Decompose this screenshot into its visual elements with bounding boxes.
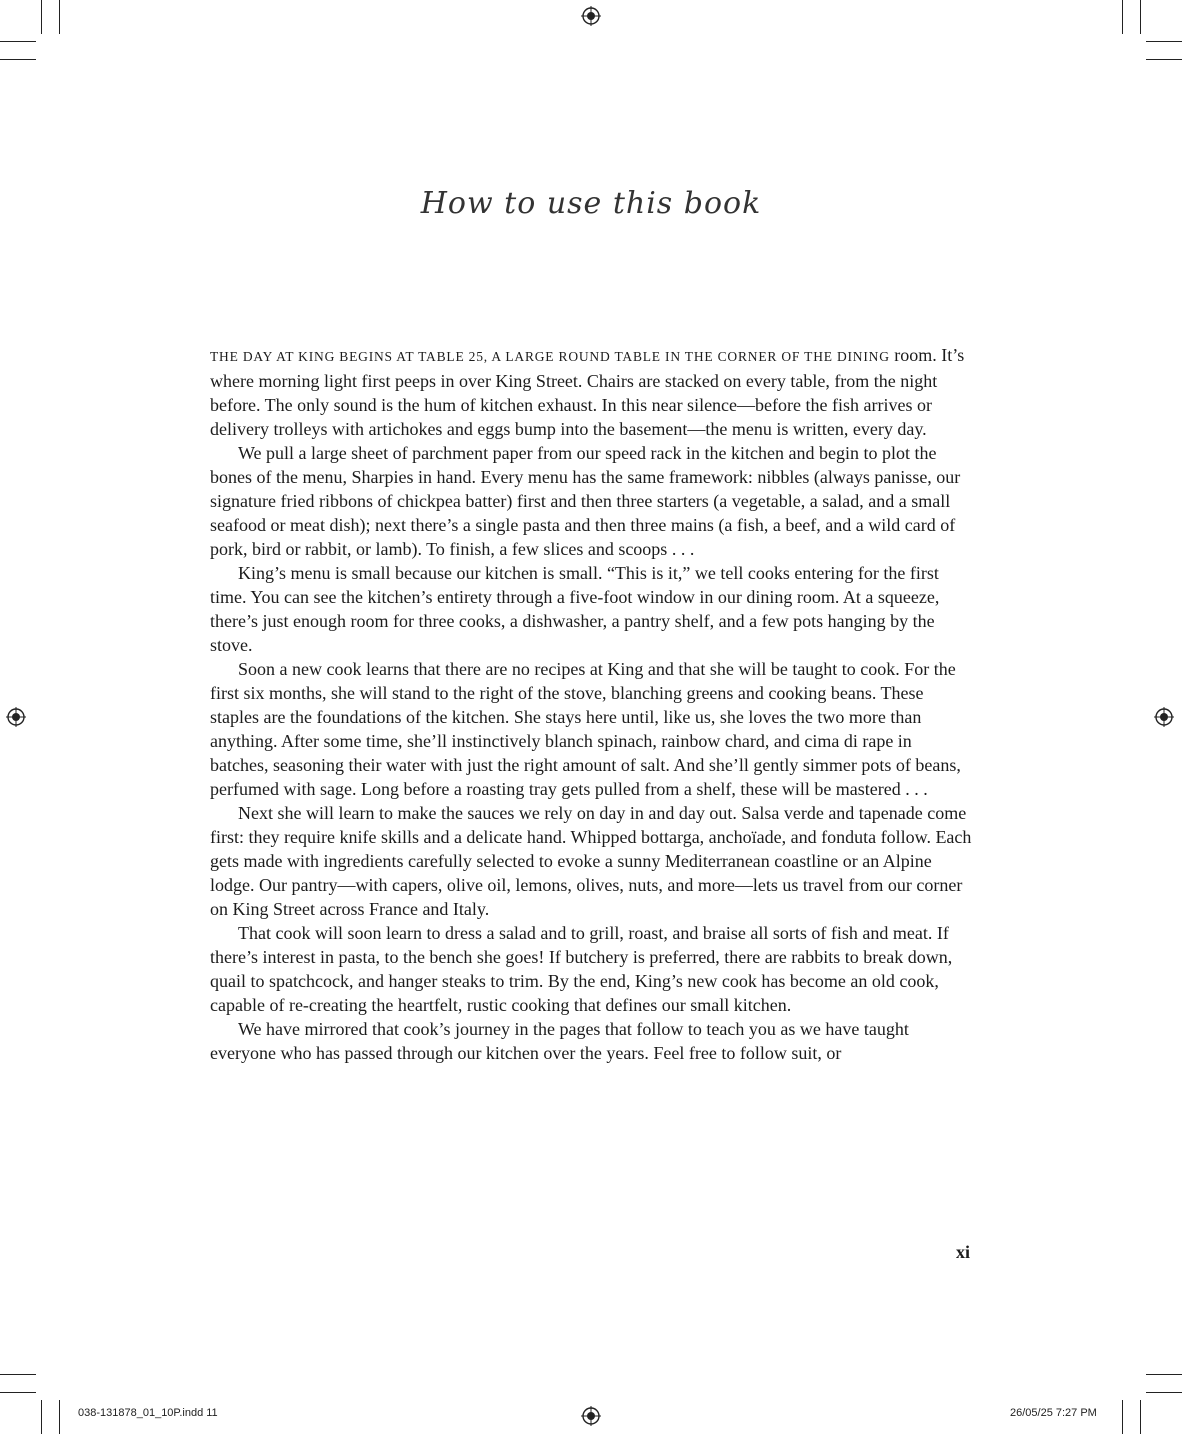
paragraph: Soon a new cook learns that there are no recipes at King and that she will be taught to cook. For the first six months, she will stand to the right of the stove, blanching greens and cooking beans. These staples are the foundations of the kitchen. She stays here until, like us, she loves the two more than anything. After some time, she’ll instinctively blanch spinach, rainbow chard, and cima di rape in batches, seasoning their water with just the right amount of salt. And she’ll gently simmer pots of beans, perfumed with sage. Long before a roasting tray gets pulled from a shelf, these will be mastered . . .	[210, 659, 961, 799]
paragraph-text: room. It’s where morning light first peeps in over King Street. Chairs are stacked on every table, from the night before. The only sound is the hum of kitchen exhaust. In this near silence—before the fish arrives or delivery trolleys with artichokes and eggs bump into the basement—the menu is written, every day.	[210, 345, 965, 439]
paragraph: King’s menu is small because our kitchen is small. “This is it,” we tell cooks entering for the first time. You can see the kitchen’s entirety through a five-foot window in our dining room. At a squeeze, there’s just enough room for three cooks, a dishwasher, a pantry shelf, and a few pots hanging by the stove.	[210, 563, 940, 655]
crop-mark	[41, 1400, 42, 1434]
crop-mark	[1146, 41, 1182, 42]
crop-mark	[1140, 0, 1141, 34]
crop-mark	[41, 0, 42, 34]
registration-mark-icon	[1154, 707, 1174, 727]
crop-mark	[0, 1392, 36, 1393]
paragraph: We pull a large sheet of parchment paper from our speed rack in the kitchen and begin to plot the bones of the menu, Sharpies in hand. Every menu has the same framework: nibbles (always panisse, our signature fried ribbons of chickpea batter) first and then three starters (a vegetable, a salad, and a small seafood or meat dish); next there’s a single pasta and then three mains (a fish, a beef, and a wild card of pork, bird or rabbit, or lamb). To finish, a few slices and scoops . . .	[210, 443, 961, 559]
crop-mark	[1122, 1400, 1123, 1434]
body-text	[210, 343, 974, 1065]
crop-mark	[1146, 1392, 1182, 1393]
slug-datetime: 26/05/25 7:27 PM	[1010, 1407, 1097, 1419]
registration-mark-icon	[581, 6, 601, 26]
crop-mark	[59, 0, 60, 34]
slug-filename: 038-131878_01_10P.indd 11	[78, 1407, 218, 1419]
crop-mark	[59, 1400, 60, 1434]
registration-mark-icon	[581, 1406, 601, 1426]
paragraph: We have mirrored that cook’s journey in the pages that follow to teach you as we have taught everyone who has passed through our kitchen over the years. Feel free to follow suit, or	[210, 1019, 909, 1063]
page-title: How to use this book	[420, 186, 762, 221]
paragraph	[210, 343, 974, 441]
crop-mark	[1146, 59, 1182, 60]
registration-mark-icon	[6, 707, 26, 727]
paragraph: Next she will learn to make the sauces we rely on day in and day out. Salsa verde and tapenade come first: they require knife skills and a delicate hand. Whipped bottarga, anchoïade, and fonduta follow. Each gets made with ingredients carefully selected to evoke a sunny Mediterranean coastline or an Alpine lodge. Our pantry—with capers, olive oil, lemons, olives, nuts, and more—lets us travel from our corner on King Street across France and Italy.	[210, 803, 972, 919]
page-number: xi	[956, 1242, 971, 1262]
crop-mark	[0, 1374, 36, 1375]
crop-mark	[0, 41, 36, 42]
crop-mark	[1122, 0, 1123, 34]
crop-mark	[0, 59, 36, 60]
crop-mark	[1140, 1400, 1141, 1434]
paragraph: That cook will soon learn to dress a salad and to grill, roast, and braise all sorts of fish and meat. If there’s interest in pasta, to the bench she goes! If butchery is preferred, there are rabbits to break down, quail to spatchcock, and hanger steaks to trim. By the end, King’s new cook has become an old cook, capable of re-creating the heartfelt, rustic cooking that defines our small kitchen.	[210, 923, 953, 1015]
crop-mark	[1146, 1374, 1182, 1375]
opening-small-caps: THE DAY AT KING BEGINS AT TABLE 25, A LARGE ROUND TABLE IN THE CORNER OF THE DINING	[210, 349, 890, 364]
